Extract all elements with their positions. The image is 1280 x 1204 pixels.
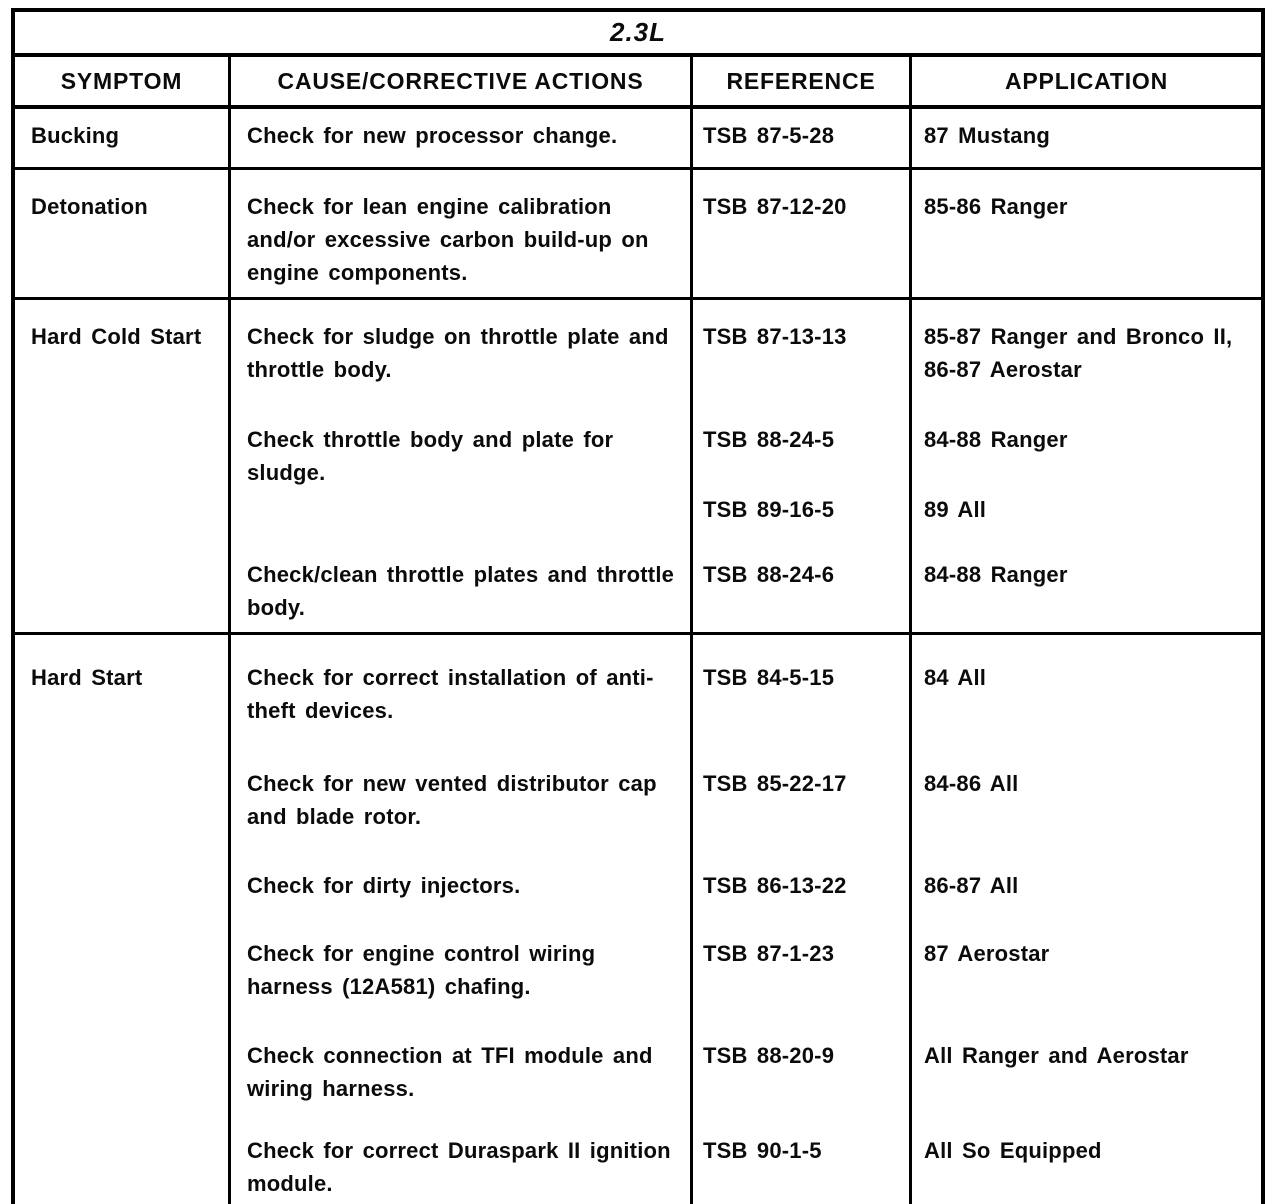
symptom-label: Detonation	[31, 194, 148, 219]
reference-item: TSB 90-1-5	[703, 1138, 822, 1163]
symptom-label: Hard Cold Start	[31, 324, 202, 349]
application-cell	[909, 300, 1261, 632]
symptom-label: Hard Start	[31, 665, 143, 690]
application-item: All So Equipped	[924, 1138, 1102, 1163]
reference-cell	[690, 109, 909, 167]
cause-cell	[228, 109, 690, 167]
symptom-label: Bucking	[31, 123, 120, 148]
application-item: 85-86 Ranger	[924, 194, 1068, 219]
cause-item: Check for new processor change.	[247, 123, 618, 148]
reference-item: TSB 88-24-5	[703, 427, 835, 452]
application-item: 89 All	[924, 497, 987, 522]
reference-item: TSB 87-12-20	[703, 194, 847, 219]
symptom-cell	[15, 635, 228, 1204]
table-body	[15, 109, 1261, 1204]
application-item: 84-88 Ranger	[924, 427, 1068, 452]
reference-item: TSB 86-13-22	[703, 873, 847, 898]
cause-item: Check for dirty injectors.	[247, 873, 521, 898]
application-item: 84-86 All	[924, 771, 1019, 796]
symptom-group-row	[15, 297, 1261, 632]
symptom-cell	[15, 170, 228, 297]
application-item: 87 Mustang	[924, 123, 1051, 148]
symptom-cell	[15, 300, 228, 632]
cause-item: Check connection at TFI module and wiring harness.	[247, 1043, 653, 1101]
cause-item: Check for new vented distributor cap and blade rotor.	[247, 771, 657, 829]
cause-item: Check for lean engine calibration and/or excessive carbon build-up on engine components.	[247, 194, 649, 285]
symptom-group-row	[15, 109, 1261, 167]
cause-cell	[228, 170, 690, 297]
reference-cell	[690, 300, 909, 632]
symptom-cell	[15, 109, 228, 167]
reference-item: TSB 89-16-5	[703, 497, 835, 522]
application-cell	[909, 109, 1261, 167]
cause-item: Check for correct installation of anti-theft devices.	[247, 665, 654, 723]
reference-cell	[690, 635, 909, 1204]
reference-item: TSB 88-20-9	[703, 1043, 835, 1068]
column-header-symptom: SYMPTOM	[60, 68, 183, 94]
reference-item: TSB 85-22-17	[703, 771, 847, 796]
table-title: 2.3L	[15, 12, 1261, 57]
tsb-diagnostic-table	[11, 8, 1265, 1204]
cause-item: Check for engine control wiring harness (12A581) chafing.	[247, 941, 596, 999]
application-item: 87 Aerostar	[924, 941, 1050, 966]
column-header-application: APPLICATION	[909, 57, 1261, 105]
column-header-reference: REFERENCE	[690, 57, 909, 105]
reference-cell	[690, 170, 909, 297]
reference-item: TSB 88-24-6	[703, 562, 835, 587]
reference-item: TSB 87-13-13	[703, 324, 847, 349]
application-item: 85-87 Ranger and Bronco II, 86-87 Aerostar	[924, 324, 1233, 382]
reference-item: TSB 84-5-15	[703, 665, 835, 690]
cause-item: Check throttle body and plate for sludge.	[247, 427, 614, 485]
column-header-cause: CAUSE/CORRECTIVE ACTIONS	[228, 57, 690, 105]
application-cell	[909, 635, 1261, 1204]
application-item: All Ranger and Aerostar	[924, 1043, 1189, 1068]
reference-item: TSB 87-5-28	[703, 123, 835, 148]
symptom-group-row	[15, 632, 1261, 1204]
cause-cell	[228, 635, 690, 1204]
cause-item: Check for sludge on throttle plate and throttle body.	[247, 324, 669, 382]
table-header-row	[15, 57, 1261, 109]
reference-item: TSB 87-1-23	[703, 941, 835, 966]
application-cell	[909, 170, 1261, 297]
application-item: 84 All	[924, 665, 987, 690]
cause-cell	[228, 300, 690, 632]
cause-item	[247, 493, 676, 558]
application-item: 86-87 All	[924, 873, 1019, 898]
cause-item: Check for correct Duraspark II ignition module.	[247, 1138, 671, 1196]
symptom-group-row	[15, 167, 1261, 297]
cause-item: Check/clean throttle plates and throttle body.	[247, 562, 675, 620]
application-item: 84-88 Ranger	[924, 562, 1068, 587]
